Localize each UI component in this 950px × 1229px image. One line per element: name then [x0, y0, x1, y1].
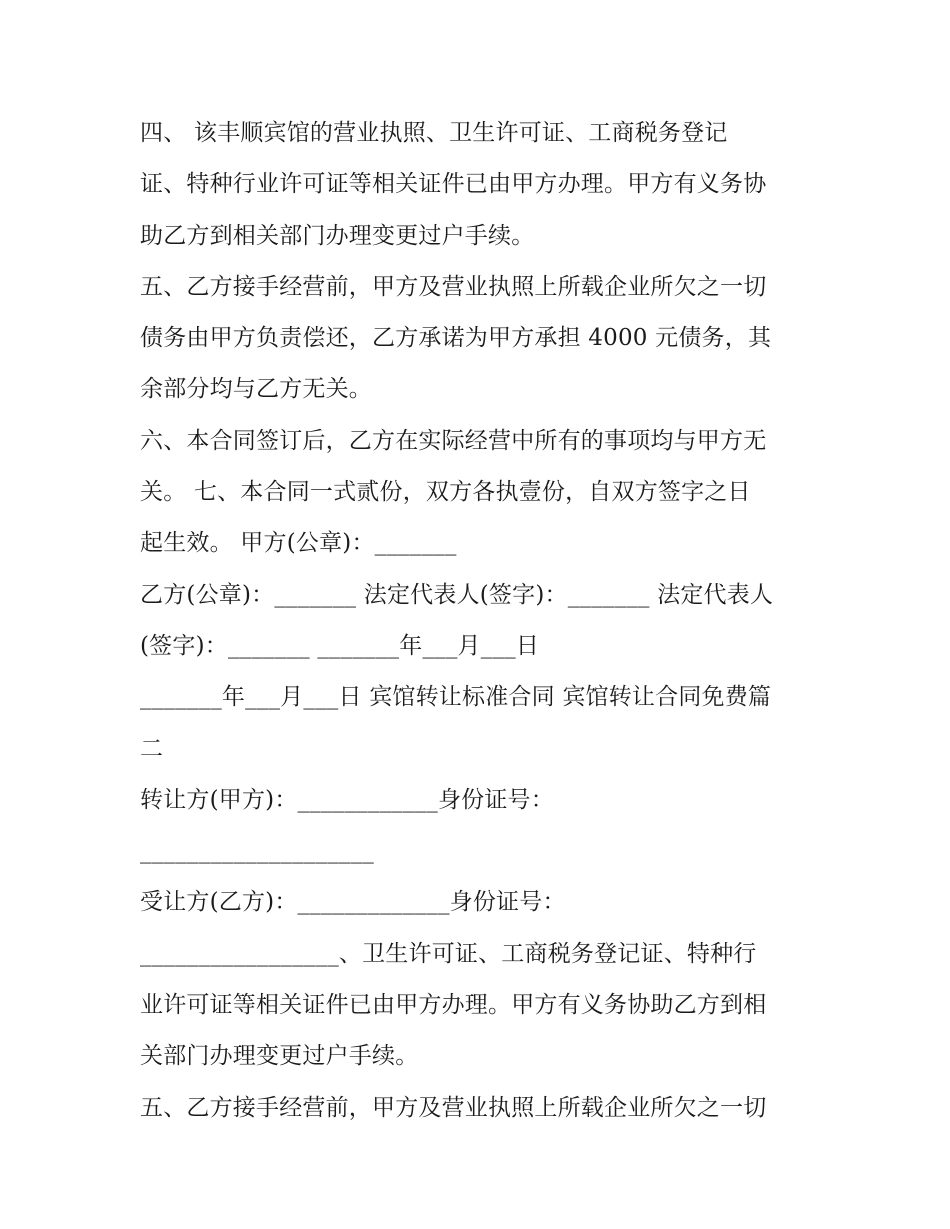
text-line: 证、特种行业许可证等相关证件已由甲方办理。甲方有义务协: [140, 171, 767, 198]
text-line: _______年___月___日 宾馆转让标准合同 宾馆转让合同免费篇: [140, 684, 772, 711]
text-line: 五、乙方接手经营前，甲方及营业执照上所载企业所欠之一切: [140, 273, 767, 300]
text-line: 关部门办理变更过户手续。: [140, 1043, 419, 1070]
text-line: 六、本合同签订后，乙方在实际经营中所有的事项均与甲方无: [140, 427, 767, 454]
text-line: 转让方(甲方)：____________身份证号：: [140, 786, 554, 813]
text-line: 二: [140, 735, 164, 762]
text-line: 受让方(乙方)：_____________身份证号：: [140, 889, 566, 916]
text-line: 业许可证等相关证件已由甲方办理。甲方有义务协助乙方到相: [140, 992, 767, 1019]
text-line: 乙方(公章)：_______ 法定代表人(签字)：_______ 法定代表人: [140, 581, 774, 608]
text-line: 债务由甲方负责偿还，乙方承诺为甲方承担 4000 元债务，其: [140, 325, 772, 352]
text-line: 五、乙方接手经营前，甲方及营业执照上所载企业所欠之一切: [140, 1094, 767, 1121]
text-line: ____________________: [140, 838, 374, 865]
text-line: _________________、卫生许可证、工商税务登记证、特种行: [140, 940, 757, 967]
text-line: 起生效。 甲方(公章)：_______: [140, 530, 457, 557]
text-line: 余部分均与乙方无关。: [140, 376, 372, 403]
text-line: 助乙方到相关部门办理变更过户手续。: [140, 222, 535, 249]
text-line: 关。 七、本合同一式贰份，双方各执壹份，自双方签字之日: [140, 479, 751, 506]
text-line: (签字)：_______ _______年___月___日: [140, 632, 540, 659]
document-body: [140, 108, 820, 1134]
text-line: 四、 该丰顺宾馆的营业执照、卫生许可证、工商税务登记: [140, 120, 728, 146]
